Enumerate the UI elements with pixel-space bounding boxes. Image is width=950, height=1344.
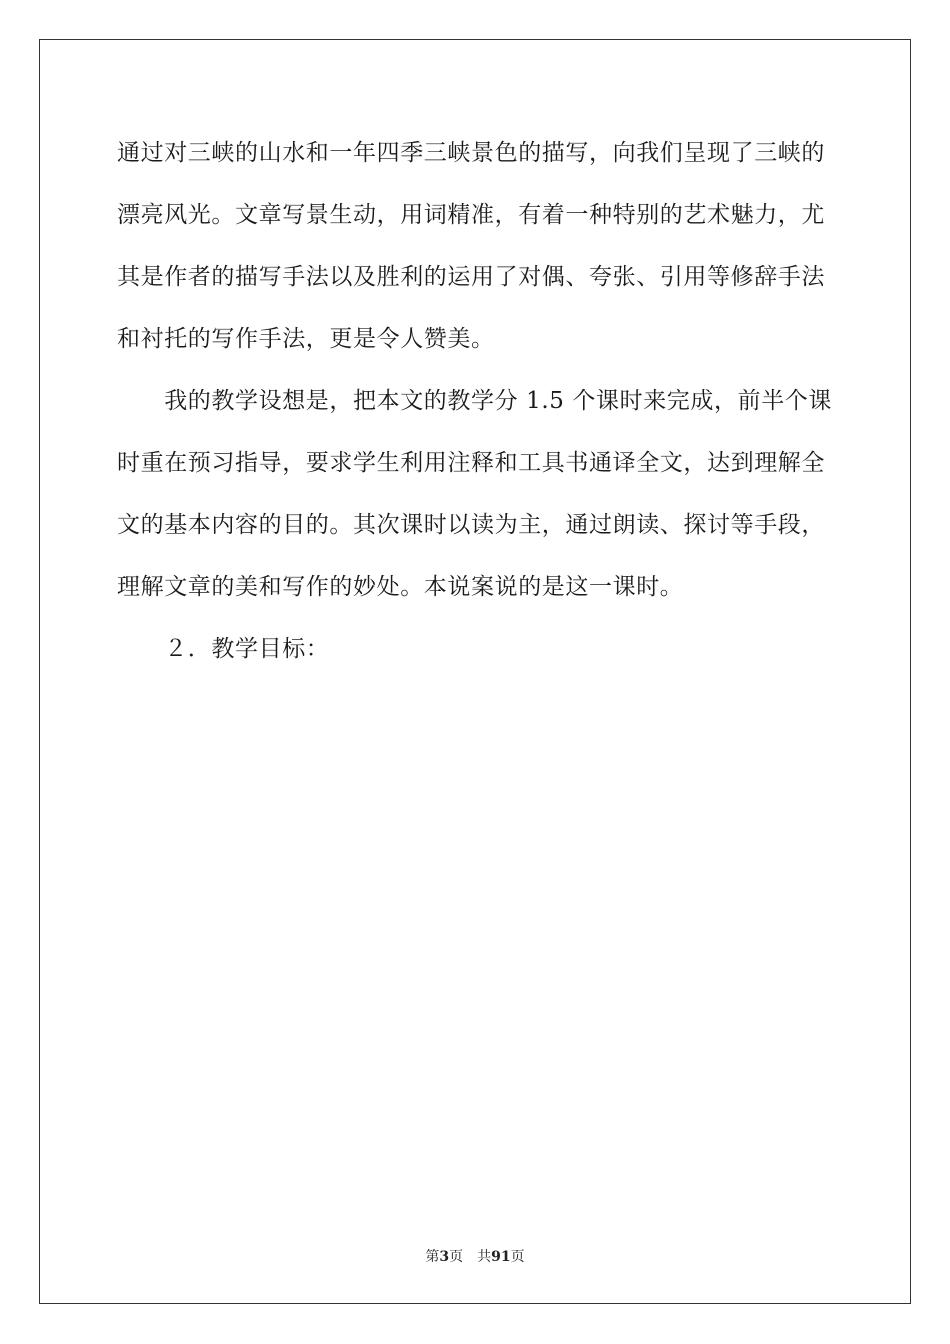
text-line: 和衬托的写作手法，更是令人赞美。 bbox=[117, 326, 495, 352]
page-footer bbox=[0, 1246, 950, 1266]
footer-suffix: 页 bbox=[510, 1249, 525, 1265]
text-line: 其是作者的描写手法以及胜利的运用了对偶、夸张、引用等修辞手法 bbox=[117, 264, 825, 290]
text-line: 时重在预习指导，要求学生利用注释和工具书通译全文，达到理解全 bbox=[117, 450, 825, 476]
text-line: 漂亮风光。文章写景生动，用词精准，有着一种特别的艺术魅力，尤 bbox=[117, 202, 825, 228]
current-page-number: 3 bbox=[439, 1249, 450, 1265]
text-line: 我的教学设想是，把本文的教学分 1.5 个课时来完成，前半个课 bbox=[117, 388, 832, 414]
document-body bbox=[117, 122, 837, 680]
footer-middle: 页 共 bbox=[449, 1249, 492, 1265]
text-line: 通过对三峡的山水和一年四季三峡景色的描写，向我们呈现了三峡的 bbox=[117, 140, 825, 166]
footer-prefix: 第 bbox=[425, 1249, 440, 1265]
text-line: 文的基本内容的目的。其次课时以读为主，通过朗读、探讨等手段， bbox=[117, 512, 825, 538]
text-line: 理解文章的美和写作的妙处。本说案说的是这一课时。 bbox=[117, 574, 684, 600]
section-heading: ２．教学目标： bbox=[117, 636, 330, 662]
total-pages-number: 91 bbox=[491, 1249, 511, 1265]
